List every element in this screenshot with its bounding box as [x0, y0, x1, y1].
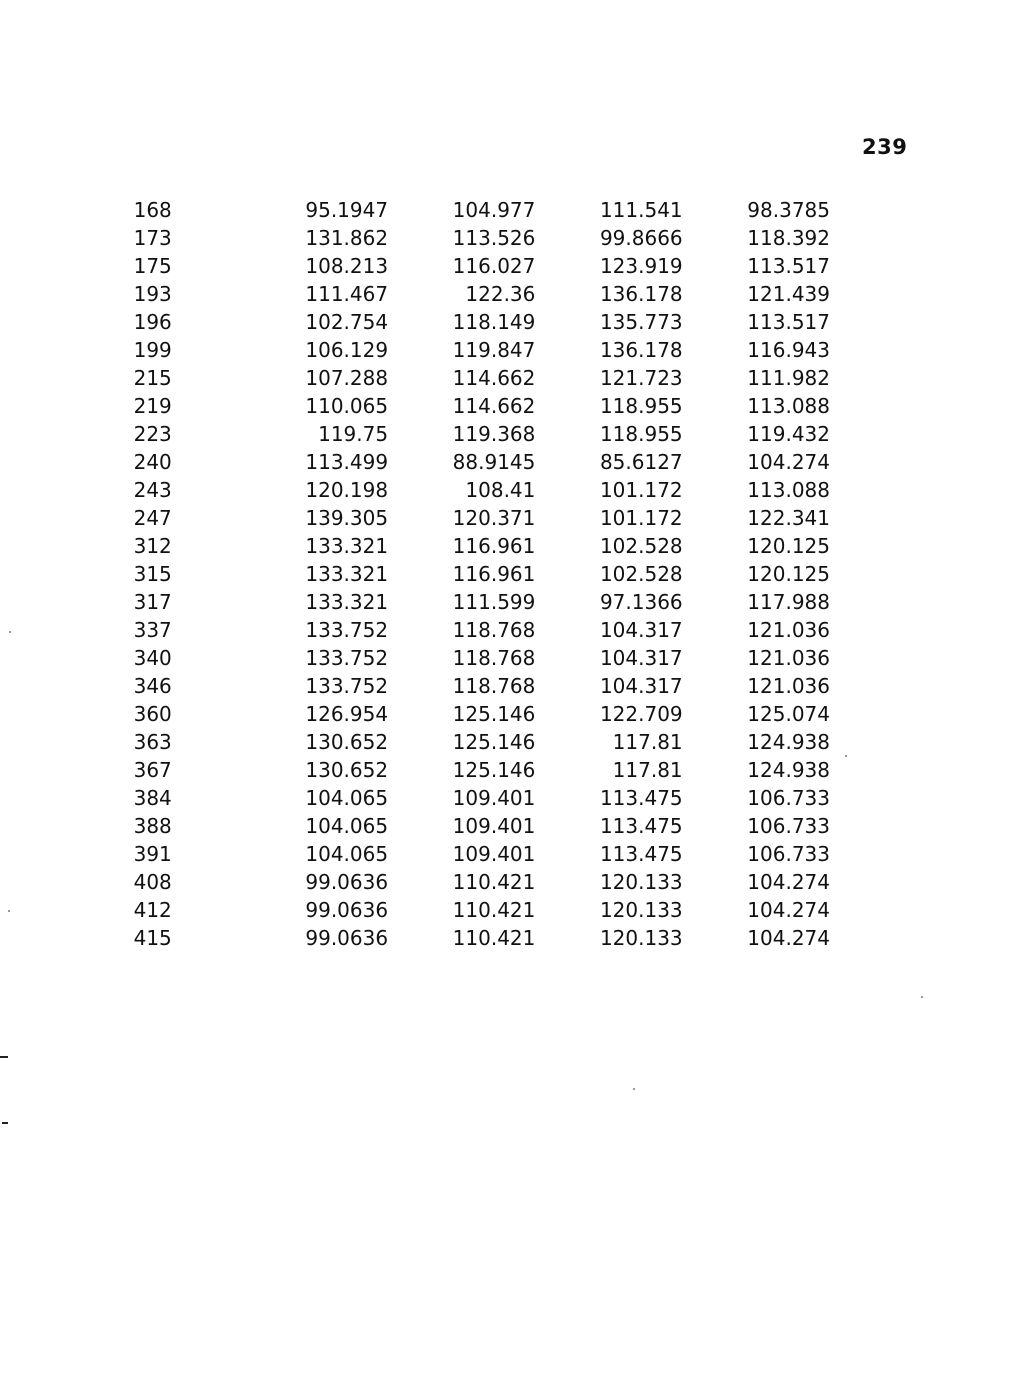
scan-speck: [633, 1088, 635, 1090]
table-row: [110, 224, 830, 252]
value-cell-2: 116.961: [452, 562, 536, 586]
id-cell: 412: [133, 898, 172, 922]
id-cell: 340: [133, 646, 172, 670]
value-cell-1: 99.0636: [305, 870, 389, 894]
value-cell-4: 118.392: [747, 226, 830, 250]
id-cell: 346: [133, 674, 172, 698]
value-cell-3: 118.955: [599, 422, 683, 446]
value-cell-2: 88.9145: [452, 450, 536, 474]
value-cell-2: 111.599: [452, 590, 536, 614]
id-cell: 337: [133, 618, 172, 642]
value-cell-4: 113.088: [747, 394, 830, 418]
value-cell-4: 121.036: [747, 646, 830, 670]
value-cell-2: 118.768: [452, 646, 536, 670]
value-cell-3: 104.317: [599, 618, 683, 642]
table-row: [110, 700, 830, 728]
value-cell-4: 104.274: [747, 898, 830, 922]
value-cell-4: 121.036: [747, 674, 830, 698]
value-cell-4: 125.074: [747, 702, 830, 726]
table-row: [110, 812, 830, 840]
value-cell-4: 111.982: [747, 366, 830, 390]
table-row: [110, 252, 830, 280]
value-cell-2: 116.961: [452, 534, 536, 558]
value-cell-4: 106.733: [747, 814, 830, 838]
value-cell-3: 111.541: [599, 198, 683, 222]
value-cell-3: 122.709: [599, 702, 683, 726]
value-cell-2: 109.401: [452, 814, 536, 838]
value-cell-4: 122.341: [747, 506, 830, 530]
table-row: [110, 784, 830, 812]
value-cell-2: 125.146: [452, 702, 536, 726]
page-number: 239: [862, 135, 908, 159]
id-cell: 168: [133, 198, 172, 222]
value-cell-1: 120.198: [305, 478, 389, 502]
value-cell-2: 110.421: [452, 898, 536, 922]
value-cell-4: 120.125: [747, 534, 830, 558]
value-cell-1: 119.75: [318, 422, 389, 446]
table-row: [110, 476, 830, 504]
value-cell-4: 124.938: [747, 758, 830, 782]
value-cell-4: 119.432: [747, 422, 830, 446]
value-cell-1: 99.0636: [305, 926, 389, 950]
value-cell-1: 111.467: [305, 282, 389, 306]
id-cell: 360: [133, 702, 172, 726]
value-cell-2: 104.977: [452, 198, 536, 222]
value-cell-3: 102.528: [599, 562, 683, 586]
scan-edge-mark: [2, 1122, 8, 1124]
table-row: [110, 392, 830, 420]
value-cell-2: 118.149: [452, 310, 536, 334]
value-cell-1: 133.752: [305, 674, 389, 698]
scan-speck: [921, 996, 923, 998]
id-cell: 243: [133, 478, 172, 502]
value-cell-2: 118.768: [452, 674, 536, 698]
id-cell: 240: [133, 450, 172, 474]
id-cell: 193: [133, 282, 172, 306]
table-row: [110, 504, 830, 532]
value-cell-1: 107.288: [305, 366, 389, 390]
id-cell: 317: [133, 590, 172, 614]
value-cell-3: 121.723: [599, 366, 683, 390]
table-row: [110, 924, 830, 952]
value-cell-1: 131.862: [305, 226, 389, 250]
data-table: [110, 196, 830, 952]
id-cell: 367: [133, 758, 172, 782]
table-row: [110, 644, 830, 672]
value-cell-4: 113.088: [747, 478, 830, 502]
value-cell-1: 113.499: [305, 450, 389, 474]
value-cell-3: 97.1366: [599, 590, 683, 614]
value-cell-2: 109.401: [452, 786, 536, 810]
value-cell-2: 125.146: [452, 758, 536, 782]
value-cell-2: 109.401: [452, 842, 536, 866]
value-cell-1: 130.652: [305, 730, 389, 754]
value-cell-1: 126.954: [305, 702, 389, 726]
value-cell-3: 136.178: [599, 338, 683, 362]
value-cell-4: 113.517: [747, 254, 830, 278]
id-cell: 215: [133, 366, 172, 390]
value-cell-2: 119.847: [452, 338, 536, 362]
id-cell: 315: [133, 562, 172, 586]
value-cell-2: 114.662: [452, 366, 536, 390]
value-cell-4: 98.3785: [747, 198, 830, 222]
id-cell: 175: [133, 254, 172, 278]
table-row: [110, 672, 830, 700]
id-cell: 388: [133, 814, 172, 838]
value-cell-3: 85.6127: [599, 450, 683, 474]
table-row: [110, 420, 830, 448]
value-cell-4: 120.125: [747, 562, 830, 586]
value-cell-1: 130.652: [305, 758, 389, 782]
table-row: [110, 756, 830, 784]
value-cell-1: 104.065: [305, 842, 389, 866]
value-cell-3: 113.475: [599, 842, 683, 866]
table-row: [110, 448, 830, 476]
value-cell-3: 101.172: [599, 506, 683, 530]
value-cell-4: 104.274: [747, 870, 830, 894]
value-cell-4: 121.036: [747, 618, 830, 642]
value-cell-2: 110.421: [452, 870, 536, 894]
value-cell-1: 133.321: [305, 590, 389, 614]
value-cell-1: 99.0636: [305, 898, 389, 922]
value-cell-3: 117.81: [612, 730, 683, 754]
value-cell-2: 108.41: [465, 478, 536, 502]
value-cell-3: 99.8666: [599, 226, 683, 250]
table-row: [110, 308, 830, 336]
value-cell-1: 110.065: [305, 394, 389, 418]
value-cell-3: 120.133: [599, 898, 683, 922]
id-cell: 312: [133, 534, 172, 558]
value-cell-4: 106.733: [747, 786, 830, 810]
value-cell-2: 113.526: [452, 226, 536, 250]
value-cell-3: 104.317: [599, 674, 683, 698]
id-cell: 223: [133, 422, 172, 446]
table-row: [110, 616, 830, 644]
scan-speck: [8, 910, 10, 912]
table-row: [110, 840, 830, 868]
value-cell-1: 104.065: [305, 814, 389, 838]
table-row: [110, 364, 830, 392]
value-cell-4: 121.439: [747, 282, 830, 306]
id-cell: 196: [133, 310, 172, 334]
scan-speck: [845, 755, 847, 757]
table-row: [110, 728, 830, 756]
value-cell-4: 113.517: [747, 310, 830, 334]
value-cell-1: 133.321: [305, 534, 389, 558]
value-cell-4: 104.274: [747, 926, 830, 950]
value-cell-4: 117.988: [747, 590, 830, 614]
id-cell: 363: [133, 730, 172, 754]
value-cell-4: 106.733: [747, 842, 830, 866]
value-cell-1: 102.754: [305, 310, 389, 334]
id-cell: 219: [133, 394, 172, 418]
value-cell-3: 118.955: [599, 394, 683, 418]
id-cell: 384: [133, 786, 172, 810]
table-row: [110, 196, 830, 224]
value-cell-3: 136.178: [599, 282, 683, 306]
scan-speck: [9, 631, 11, 633]
value-cell-4: 124.938: [747, 730, 830, 754]
value-cell-1: 95.1947: [305, 198, 389, 222]
value-cell-4: 104.274: [747, 450, 830, 474]
value-cell-3: 120.133: [599, 926, 683, 950]
value-cell-2: 122.36: [465, 282, 536, 306]
value-cell-1: 133.752: [305, 646, 389, 670]
value-cell-2: 116.027: [452, 254, 536, 278]
value-cell-1: 133.321: [305, 562, 389, 586]
id-cell: 173: [133, 226, 172, 250]
value-cell-3: 101.172: [599, 478, 683, 502]
id-cell: 408: [133, 870, 172, 894]
value-cell-3: 113.475: [599, 814, 683, 838]
table-row: [110, 560, 830, 588]
id-cell: 199: [133, 338, 172, 362]
table-row: [110, 896, 830, 924]
value-cell-1: 133.752: [305, 618, 389, 642]
value-cell-2: 114.662: [452, 394, 536, 418]
value-cell-1: 106.129: [305, 338, 389, 362]
id-cell: 247: [133, 506, 172, 530]
scan-edge-mark: [0, 1056, 8, 1058]
value-cell-2: 125.146: [452, 730, 536, 754]
table-row: [110, 532, 830, 560]
value-cell-3: 117.81: [612, 758, 683, 782]
value-cell-3: 102.528: [599, 534, 683, 558]
value-cell-2: 120.371: [452, 506, 536, 530]
value-cell-1: 139.305: [305, 506, 389, 530]
value-cell-2: 119.368: [452, 422, 536, 446]
table-row: [110, 868, 830, 896]
value-cell-2: 118.768: [452, 618, 536, 642]
table-body: [110, 196, 830, 952]
value-cell-3: 123.919: [599, 254, 683, 278]
table-row: [110, 280, 830, 308]
table-row: [110, 588, 830, 616]
value-cell-2: 110.421: [452, 926, 536, 950]
table-row: [110, 336, 830, 364]
value-cell-3: 104.317: [599, 646, 683, 670]
value-cell-1: 108.213: [305, 254, 389, 278]
value-cell-1: 104.065: [305, 786, 389, 810]
value-cell-3: 120.133: [599, 870, 683, 894]
value-cell-4: 116.943: [747, 338, 830, 362]
value-cell-3: 113.475: [599, 786, 683, 810]
value-cell-3: 135.773: [599, 310, 683, 334]
id-cell: 391: [133, 842, 172, 866]
id-cell: 415: [133, 926, 172, 950]
